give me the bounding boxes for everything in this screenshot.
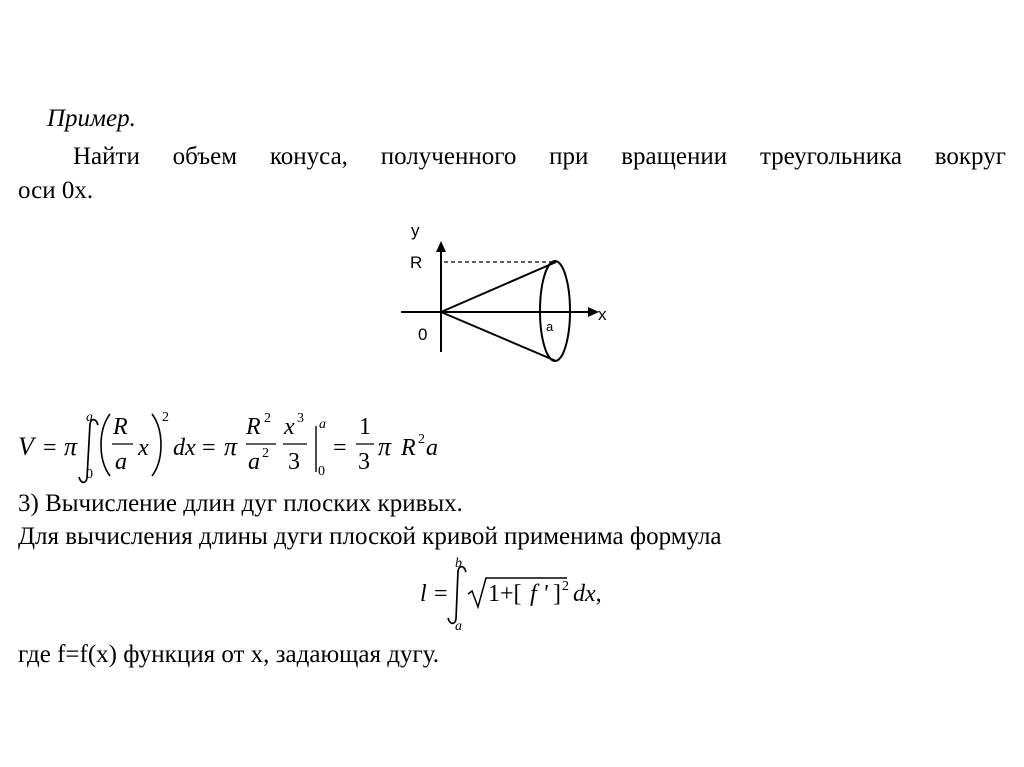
fraction3-denominator: 3 [288,449,300,475]
fraction3-numerator-exp: 3 [297,411,304,426]
origin-label: 0 [418,325,428,344]
fraction-denominator-a: a [115,449,127,475]
volume-symbol: V [18,432,34,461]
fraction-numerator-R: R [113,414,128,440]
evaluation-upper-limit: a [319,417,326,432]
result-R: R [401,435,416,461]
dx-1: dx [173,435,196,461]
fraction2-numerator: R [246,414,261,440]
right-paren [152,414,161,476]
integral-lower-limit-1: 0 [86,467,93,482]
integral-lower-limit-2: a [455,619,462,634]
section-intro: Для вычисления длины дуги плоской кривой применима формула [18,523,722,550]
problem-statement-line2: оси 0x. [18,177,94,204]
fraction4-denominator: 3 [358,449,370,475]
pi-2: π [224,432,238,461]
arc-length-formula [410,550,620,635]
arc-length-symbol: l [420,581,427,607]
cone-upper-edge [441,262,556,312]
equals-2: = [202,435,216,461]
f-prime: f ' [530,581,548,607]
problem-word: вокруг [934,143,1006,170]
problem-word: объем [172,143,238,170]
r-label: R [410,253,423,272]
fraction4-numerator: 1 [359,414,371,440]
problem-word: Найти [73,143,140,170]
problem-word: треугольника [759,143,902,170]
example-heading: Пример. [47,105,136,132]
x-axis-label: x [598,305,607,324]
integral-upper-limit-2: b [455,556,462,571]
problem-word: полученного [380,143,517,170]
cone-lower-edge [441,312,556,361]
y-axis-label: y [411,221,420,240]
variable-x-1: x [138,435,149,461]
result-a: a [426,435,438,461]
equals-3: = [333,435,347,461]
problem-word: при [549,143,589,170]
fraction3-numerator: x [284,414,295,440]
radicand-exponent: 2 [562,579,569,594]
equals-1: = [43,435,57,461]
problem-statement-line1 [73,142,1006,172]
left-paren [101,414,110,476]
pi-1: π [64,432,78,461]
evaluation-lower-limit: 0 [318,464,325,479]
section-title: 3) Вычисление длин дуг плоских кривых. [18,490,463,517]
fraction2-denominator: a [248,449,260,475]
function-description: где f=f(x) функция от x, задающая дугу. [18,641,439,668]
problem-word: вращении [621,143,728,170]
pi-3: π [378,432,392,461]
dx-2: dx, [573,581,602,607]
volume-formula [10,400,460,490]
cone-diagram [390,210,630,370]
integral-upper-limit-1: a [86,410,93,425]
result-exponent: 2 [418,432,425,447]
problem-word: конуса, [269,143,348,170]
close-bracket: ] [553,581,561,607]
radicand-start: 1+[ [488,581,522,607]
equals-4: = [434,581,448,607]
integral-sign-2 [448,567,466,624]
paren-exponent: 2 [162,410,169,425]
fraction2-numerator-exp: 2 [264,411,271,426]
y-axis-arrow [436,241,446,252]
fraction2-denominator-exp: 2 [262,446,269,461]
a-label: a [546,319,554,334]
